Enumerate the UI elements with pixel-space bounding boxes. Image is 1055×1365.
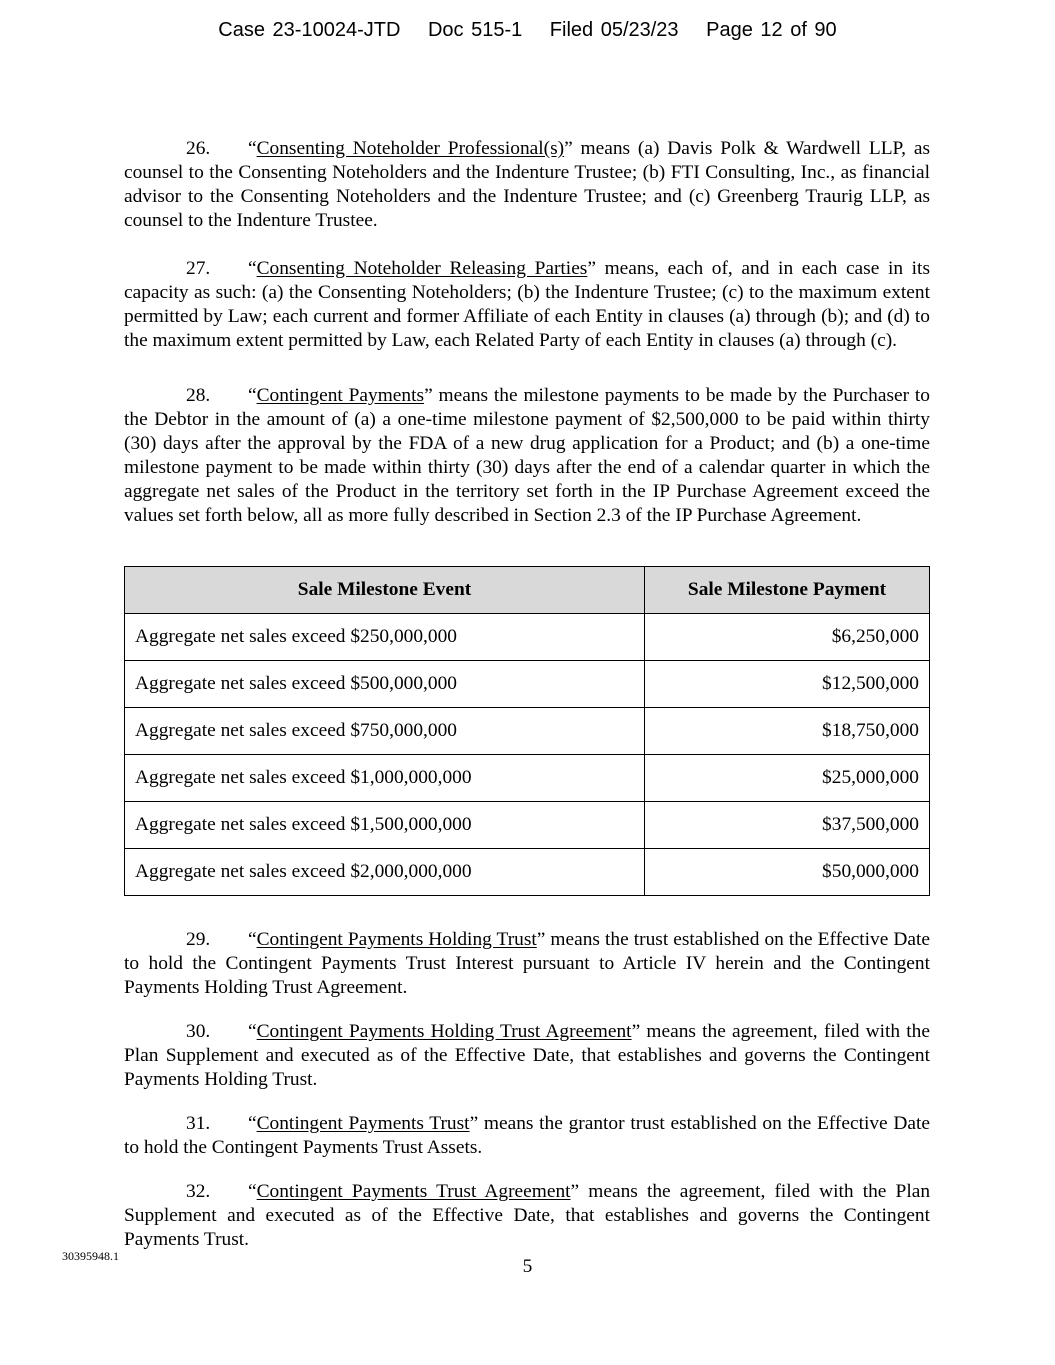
milestone-event: Aggregate net sales exceed $750,000,000: [125, 708, 645, 755]
definition-text: ” means the grantor trust established on the Effective Date to hold the Contingent Payments Trust Assets.: [124, 1113, 930, 1158]
defined-term: Consenting Noteholder Professional(s): [256, 138, 565, 159]
milestone-payment: $50,000,000: [645, 849, 930, 896]
paragraph-number: 31.: [186, 1113, 211, 1134]
defined-term: Consenting Noteholder Releasing Parties: [256, 258, 588, 279]
definition-text: ” means the agreement, filed with the Plan Supplement and executed as of the Effective Date, that establishes and governs the Contingent Payments Trust.: [124, 1181, 931, 1250]
definition-paragraph: [124, 1112, 930, 1160]
column-header: Sale Milestone Event: [125, 567, 645, 614]
paragraph-number: 32.: [186, 1181, 211, 1202]
case-number: Case 23-10024-JTD: [218, 19, 401, 41]
open-quote: “: [248, 138, 257, 159]
definition-text: ” means, each of, and in each case in its capacity as such: (a) the Consenting Noteholders; (b) the Indenture Trustee; (c) to the maximum extent permitted by Law; each current and former Affiliate of each Entity in clauses (a) through (b); and (d) to the maximum extent permitted by Law, each Related Party of each Entity in clauses (a) through (c).: [124, 258, 930, 351]
milestone-event: Aggregate net sales exceed $1,500,000,000: [125, 802, 645, 849]
document-id: 30395948.1: [62, 1249, 119, 1263]
definition-text: ” means (a) Davis Polk & Wardwell LLP, as counsel to the Consenting Noteholders and the Indenture Trustee; (b) FTI Consulting, Inc., as financial advisor to the Consenting Noteholders and the Indenture Trustee; and (c) Greenberg Traurig LLP, as counsel to the Indenture Trustee.: [124, 138, 930, 231]
table-row: [125, 755, 930, 802]
open-quote: “: [248, 385, 257, 406]
milestone-event: Aggregate net sales exceed $2,000,000,000: [125, 849, 645, 896]
definition-paragraph: [124, 928, 930, 1000]
milestone-payment: $18,750,000: [645, 708, 930, 755]
paragraph-number: 27.: [186, 258, 211, 279]
column-header: Sale Milestone Payment: [645, 567, 930, 614]
milestone-payment: $6,250,000: [645, 614, 930, 661]
paragraph-number: 26.: [186, 138, 211, 159]
filing-header: [0, 19, 1055, 42]
table-row: [125, 849, 930, 896]
table-header-row: [125, 567, 930, 614]
open-quote: “: [248, 1021, 257, 1042]
milestone-event: Aggregate net sales exceed $500,000,000: [125, 661, 645, 708]
filed-date: Filed 05/23/23: [549, 19, 679, 41]
definition-paragraph: [124, 1020, 930, 1092]
paragraph-number: 30.: [186, 1021, 211, 1042]
table-row: [125, 614, 930, 661]
page-number: 5: [522, 1256, 533, 1277]
milestone-payment: $12,500,000: [645, 661, 930, 708]
milestone-table: [124, 566, 930, 896]
page-indicator: Page 12 of 90: [706, 19, 837, 41]
open-quote: “: [248, 929, 257, 950]
milestone-event: Aggregate net sales exceed $250,000,000: [125, 614, 645, 661]
definition-paragraph: [124, 137, 930, 233]
open-quote: “: [248, 258, 257, 279]
open-quote: “: [248, 1113, 257, 1134]
milestone-event: Aggregate net sales exceed $1,000,000,000: [125, 755, 645, 802]
table-row: [125, 802, 930, 849]
doc-number: Doc 515-1: [427, 19, 523, 41]
definition-text: ” means the agreement, filed with the Plan Supplement and executed as of the Effective Date, that establishes and governs the Contingent Payments Holding Trust.: [124, 1021, 930, 1090]
table-row: [125, 661, 930, 708]
defined-term: Contingent Payments Holding Trust Agreement: [256, 1021, 632, 1042]
defined-term: Contingent Payments Holding Trust: [256, 929, 537, 950]
definition-text: ” means the milestone payments to be made by the Purchaser to the Debtor in the amount of (a) a one-time milestone payment of $2,500,000 to be paid within thirty (30) days after the approval by the FDA of a new drug application for a Product; and (b) a one-time milestone payment to be made within thirty (30) days after the end of a calendar quarter in which the aggregate net sales of the Product in the territory set forth in the IP Purchase Agreement exceed the values set forth below, all as more fully described in Section 2.3 of the IP Purchase Agreement.: [124, 385, 931, 526]
paragraph-number: 28.: [186, 385, 211, 406]
milestone-payment: $25,000,000: [645, 755, 930, 802]
open-quote: “: [248, 1181, 257, 1202]
definition-paragraph: [124, 1180, 930, 1252]
defined-term: Contingent Payments Trust Agreement: [256, 1181, 571, 1202]
definition-paragraph: [124, 257, 930, 353]
table-row: [125, 708, 930, 755]
definition-paragraph: [124, 384, 930, 528]
milestone-payment: $37,500,000: [645, 802, 930, 849]
defined-term: Contingent Payments Trust: [256, 1113, 470, 1134]
definition-text: ” means the trust established on the Effective Date to hold the Contingent Payments Trust Interest pursuant to Article IV herein and the Contingent Payments Holding Trust Agreement.: [124, 929, 930, 998]
defined-term: Contingent Payments: [256, 385, 425, 406]
paragraph-number: 29.: [186, 929, 211, 950]
